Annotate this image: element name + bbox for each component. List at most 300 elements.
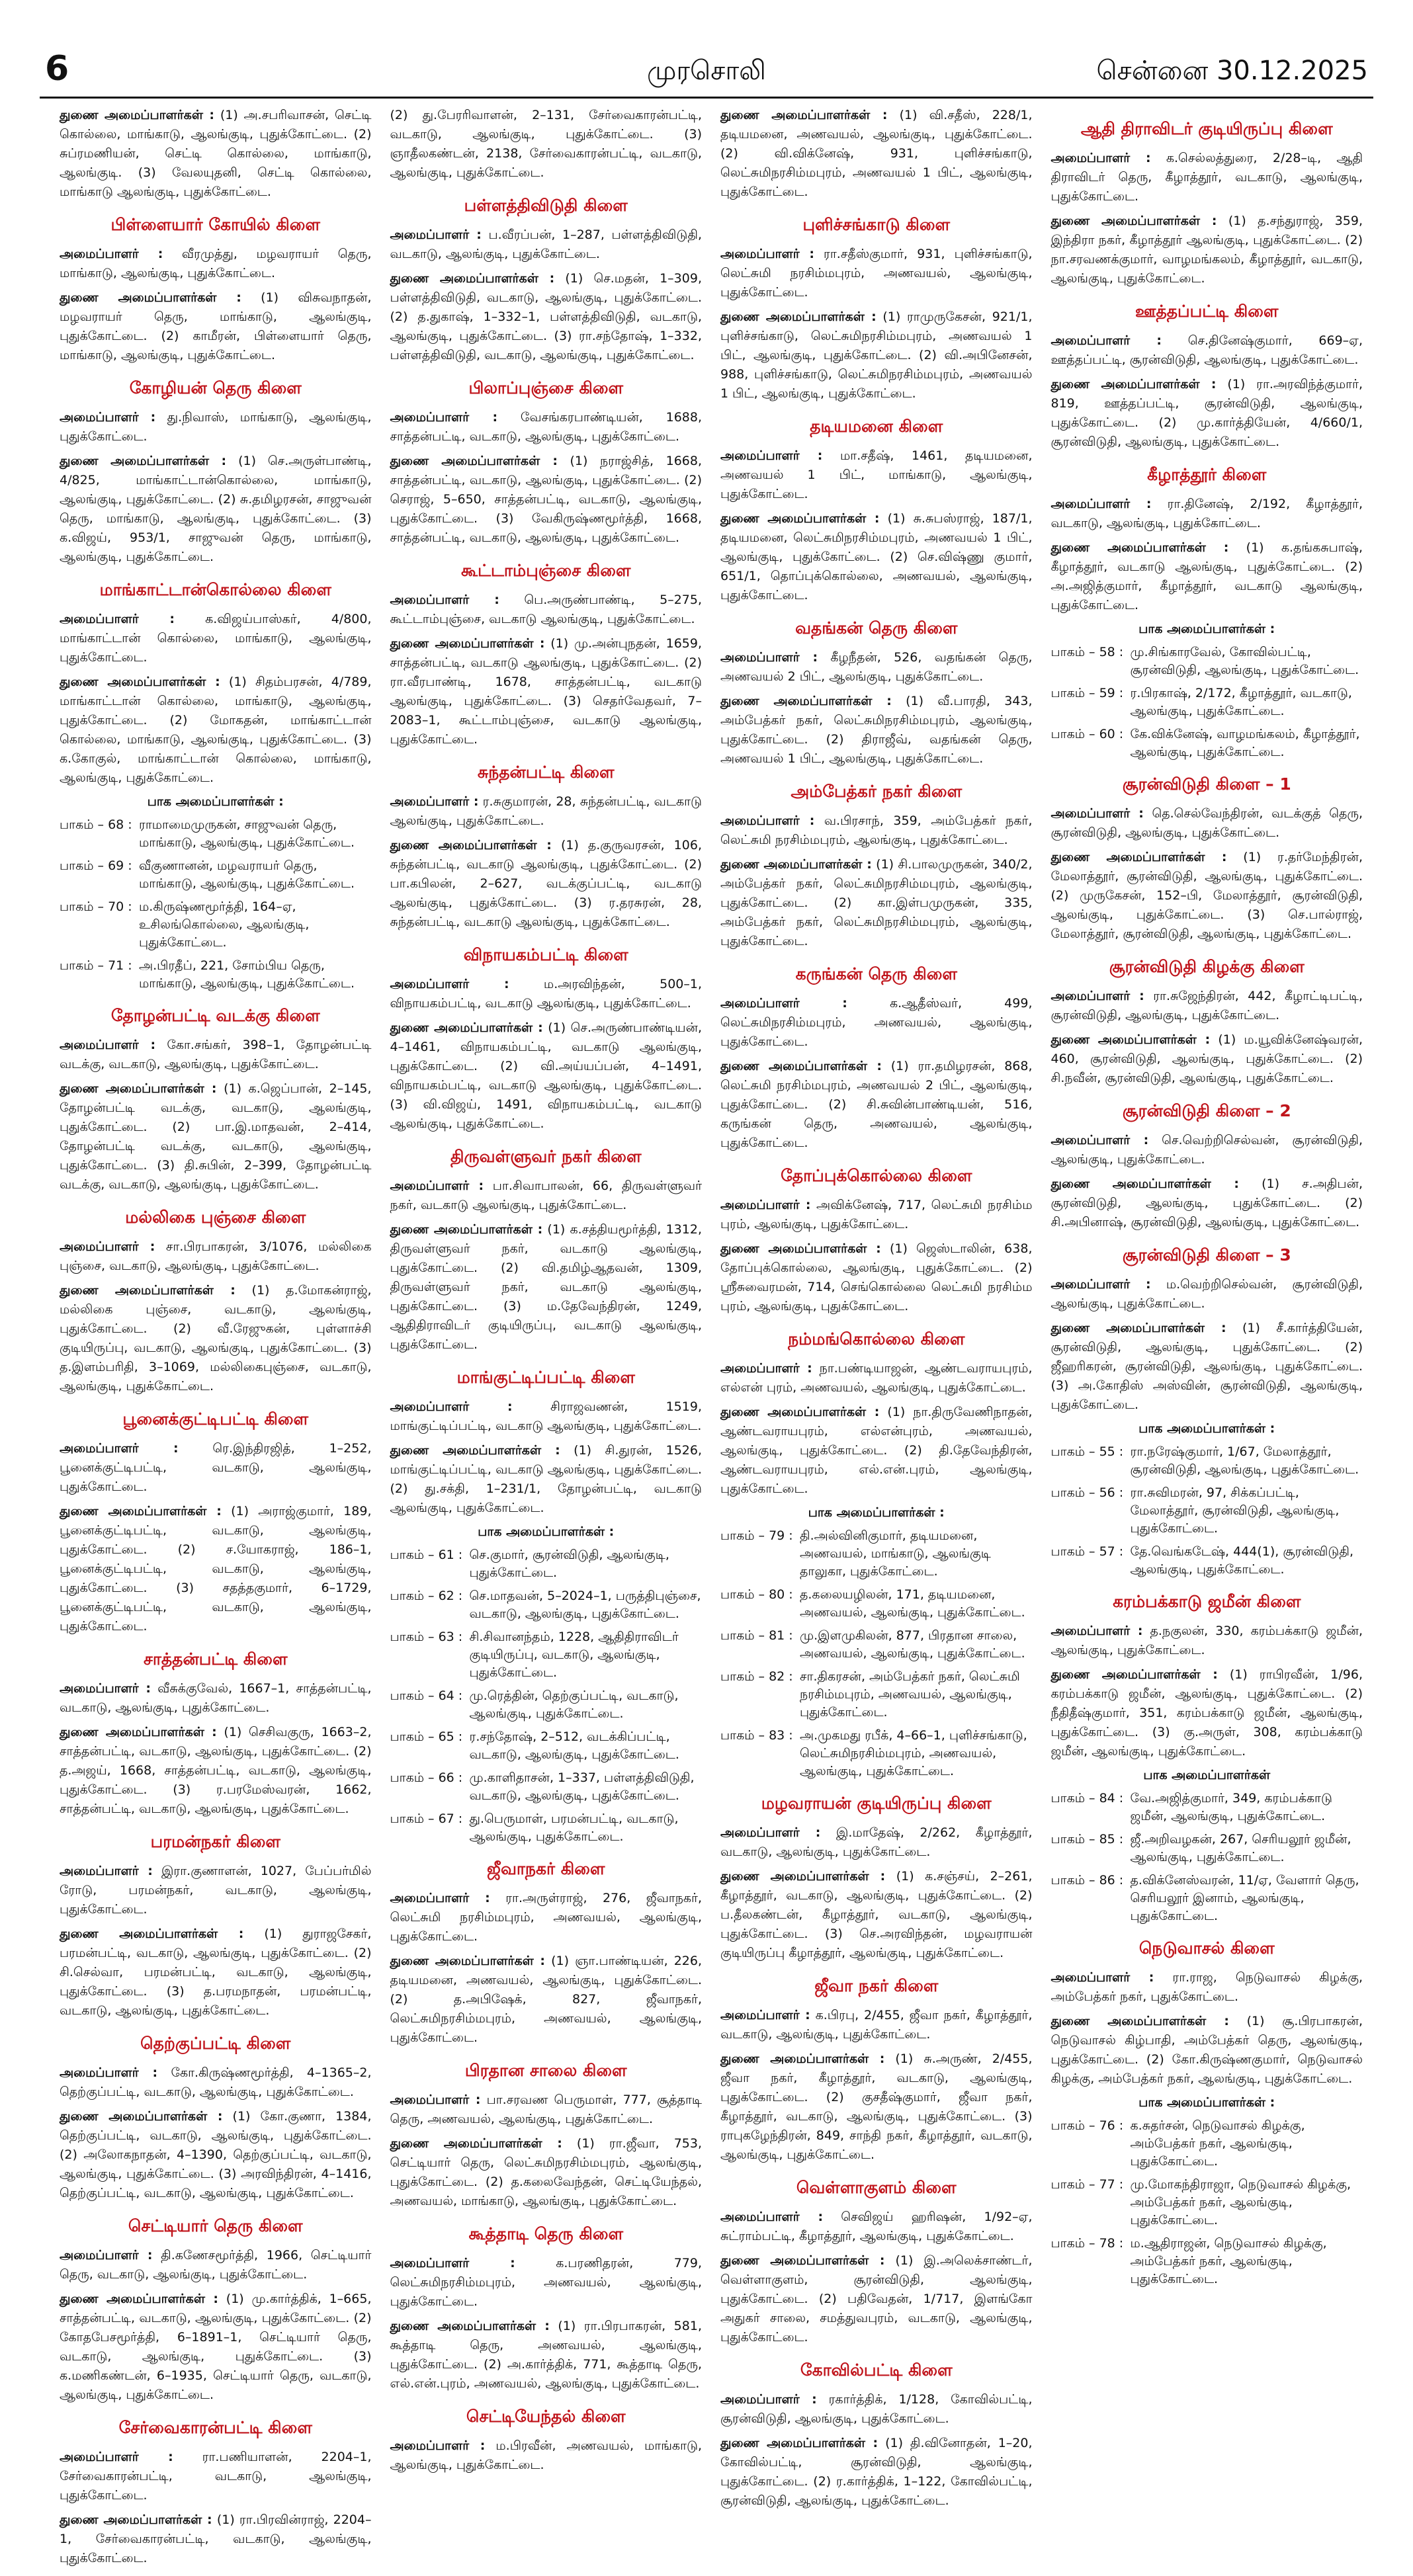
role-label: அமைப்பாளர் : (1050, 1133, 1149, 1147)
branch-heading: பள்ளத்திவிடுதி கிளை (464, 196, 628, 215)
member-details: ரா.அருள்ராஜ், 276, ஜீவாநகர், லெட்சுமி நரசிம்மபுரம், அணவயல், ஆலங்குடி, புதுக்கோட்டை. (390, 1891, 703, 1944)
member-details: (1) க.சத்தியமூர்த்தி, 1312, திருவள்ளுவர் நகர், வடகாடு ஆலங்குடி, புதுக்கோட்டை. (2) வி.தமிழ்ஆதவன், 1309, திருவள்ளுவர் நகர், வடகாடு ஆலங்குடி, புதுக்கோட்டை. (3) ம.தேவேந்திரன், 1249, ஆதிதிராவிடர் குடியிருப்பு, வடகாடு ஆலங்குடி, புதுக்கோட்டை. (390, 1222, 702, 1352)
part-entry (390, 1628, 703, 1682)
member-entry (60, 2107, 372, 2203)
part-number: பாகம் – 70 : (60, 899, 132, 914)
part-entry (390, 1769, 703, 1805)
edition-date: சென்னை 30.12.2025 (1096, 56, 1368, 86)
branch-heading: ஜீவா நகர் கிளை (814, 1976, 939, 1995)
role-label: துணை அமைப்பாளர்கள் : (60, 1725, 217, 1739)
role-label: அமைப்பாளர் : (1050, 806, 1144, 821)
member-details: இ.மாதேஷ், 2/262, கீழாத்தூர், வடகாடு, ஆலங்குடி, புதுக்கோட்டை. (720, 1825, 1033, 1859)
member-details: (1) நா.திருவேணிநாதன், ஆண்டவராயபுரம், எல்என்புரம், அணவயல், ஆலங்குடி, புதுக்கோட்டை. (2) தி.தேவேந்திரன், ஆண்டவராயபுரம், எல்.என்.புரம், ஆலங்குடி, புதுக்கோட்டை. (720, 1405, 1033, 1496)
member-details: (1) ரா.ஜீவா, 753, செட்டியார் தெரு, லெட்சுமிநரசிம்மபுரம், ஆலங்குடி, புதுக்கோட்டை. (2) த.கலைவேந்தன், செட்டியேந்தல், அணவயல், மாங்காடு, ஆலங்குடி, புதுக்கோட்டை. (390, 2136, 702, 2208)
role-label: துணை அமைப்பாளர்கள் : (60, 2109, 223, 2124)
member-entry (720, 692, 1033, 769)
member-details: ம.அரவிந்தன், 500–1, விநாயகம்பட்டி, வடகாடு ஆலங்குடி, புதுக்கோட்டை. (390, 977, 703, 1011)
member-entry (60, 245, 372, 283)
member-details: (1) ரா.பிரவின்ராஜ், 2204–1, சேர்வைகாரன்பட்டி, வடகாடு, ஆலங்குடி, புதுக்கோட்டை. (60, 2513, 372, 2565)
member-entry (390, 1177, 703, 1215)
part-entry (720, 1586, 1033, 1622)
role-label: அமைப்பாளர் : (390, 593, 499, 607)
branch-section (720, 964, 1033, 1153)
member-entry (1051, 1275, 1363, 1313)
member-details: ம.பிரவீன், அணவயல், மாங்காடு, ஆலங்குடி, புதுக்கோட்டை. (390, 2438, 703, 2472)
member-details: (1) துராஜசேகர், பரமன்பட்டி, வடகாடு, ஆலங்குடி, புதுக்கோட்டை. (2) சி.செல்வா, பரமன்பட்டி, வடகாடு, ஆலங்குடி, புதுக்கோட்டை. (3) த.பரமநாதன், பரமன்பட்டி, வடகாடு, ஆலங்குடி, புதுக்கோட்டை. (60, 1927, 372, 2018)
member-details: பா.சரவண பெருமாள், 777, சூத்தாடி தெரு, அணவயல், ஆலங்குடி, புதுக்கோட்டை. (390, 2093, 702, 2126)
member-details: (1) தி.வினோதன், 1–20, கோவில்பட்டி, சூரன்விடுதி, ஆலங்குடி, புதுக்கோட்டை. (2) ர.கார்த்திக், 1–122, கோவில்பட்டி, சூரன்விடுதி, ஆலங்குடி, புதுக்கோட்டை. (720, 2436, 1033, 2508)
member-entry (60, 2246, 372, 2284)
member-details: க.பரணிதரன், 779, லெட்சுமிநரசிம்மபுரம், அணவயல், ஆலங்குடி, புதுக்கோட்டை. (390, 2256, 702, 2309)
role-label: அமைப்பாளர் : (1050, 1970, 1154, 1985)
part-number: பாகம் – 55 : (1050, 1444, 1124, 1459)
part-number: பாகம் – 67 : (390, 1811, 463, 1826)
role-label: அமைப்பாளர் : (720, 247, 814, 261)
branch-heading: தோப்புக்கொல்லை கிளை (781, 1166, 972, 1185)
role-label: அமைப்பாளர் : (60, 1681, 151, 1696)
role-label: துணை அமைப்பாளர்கள் : (720, 694, 892, 708)
branch-section (1051, 465, 1363, 761)
role-label: துணை அமைப்பாளர்கள் : (390, 271, 555, 286)
member-details: (1) ரா.அரவிந்த்குமார், 819, ஊத்தப்பட்டி, சூரன்விடுதி, ஆலங்குடி, புதுக்கோட்டை. (2) மு.கார்த்தியேன், 4/660/1, சூரன்விடுதி, ஆலங்குடி, புதுக்கோட்டை. (1050, 377, 1363, 449)
member-entry (720, 245, 1033, 302)
role-label: அமைப்பாளர் : (1050, 1277, 1151, 1292)
member-details: (1) ரா.பிரபாகரன், 581, கூத்தாடி தெரு, அணவயல், ஆலங்குடி, புதுக்கோட்டை. (2) அ.கார்த்திக், 771, கூத்தாடி தெரு, எல்.என்.புரம், அணவயல், ஆலங்குடி, புதுக்கோட்டை. (390, 2319, 702, 2391)
part-details: ஜீ.அறிவழகன், 267, செரியலூர் ஜமீன், ஆலங்குடி, புதுக்கோட்டை. (1130, 1832, 1351, 1864)
member-entry (60, 288, 372, 365)
branch-heading: நம்மங்கொல்லை கிளை (788, 1329, 965, 1349)
member-entry (390, 1220, 703, 1354)
member-details: அவிக்னேஷ், 717, லெட்சுமி நரசிம்ம புரம், ஆலங்குடி, புதுக்கோட்டை. (720, 1198, 1033, 1231)
part-number: பாகம் – 82 : (720, 1669, 793, 1684)
member-entry (60, 2290, 372, 2405)
part-organisers-heading: பாக அமைப்பாளர்கள் : (147, 794, 284, 809)
part-details: ம.கிருஷ்ணமூர்த்தி, 164–ஏ, உசிலங்கொல்லை, ஆலங்குடி, புதுக்கோட்டை. (139, 899, 310, 950)
part-number: பாகம் – 63 : (390, 1630, 463, 1644)
member-entry (720, 2050, 1033, 2165)
role-label: துணை அமைப்பாளர்கள் : (1050, 850, 1227, 864)
branch-section (390, 106, 703, 183)
part-details: மு.மோகந்திராஜா, நெடுவாசல் கிழக்கு, அம்பேத்கர் நகர், ஆலங்குடி, புதுக்கோட்டை. (1130, 2177, 1351, 2227)
role-label: துணை அமைப்பாளர்கள் : (720, 310, 877, 324)
part-entry (390, 1810, 703, 1846)
member-entry (390, 2436, 703, 2475)
member-details: (1) க.தங்கசுபாஷ், கீழாத்தூர், வடகாடு ஆலங்குடி, புதுக்கோட்டை. (2) அ.அஜித்குமார், கீழாத்தூர், வடகாடு ஆலங்குடி, புதுக்கோட்டை. (1050, 540, 1363, 612)
member-details: நா.பண்டியாஜன், ஆண்டவராயபுரம், எல்என் புரம், அணவயல், ஆலங்குடி, புதுக்கோட்டை. (720, 1361, 1033, 1395)
branch-section (390, 763, 703, 932)
branch-section (720, 1976, 1033, 2165)
role-label: துணை அமைப்பாளர்கள் : (720, 108, 888, 122)
part-details: ம.ஆதிராஜன், நெடுவாசல் கிழக்கு, அம்பேத்கர் நகர், ஆலங்குடி, புதுக்கோட்டை. (1130, 2236, 1327, 2286)
part-entry (1051, 1872, 1363, 1925)
role-label: துணை அமைப்பாளர்கள் : (720, 2052, 885, 2066)
branch-heading: திருவள்ளுவர் நகர் கிளை (450, 1147, 642, 1166)
member-details: (1) ச.அதிபன், சூரன்விடுதி, ஆலங்குடி, புதுக்கோட்டை. (2) சி.அபினாஷ், சூரன்விடுதி, ஆலங்குடி, புதுக்கோட்டை. (1050, 1177, 1363, 1229)
role-label: துணை அமைப்பாளர்கள் : (60, 2513, 212, 2527)
part-details: தி.அல்வினிகுமார், தடியமனை, அணவயல், மாங்காடு, ஆலங்குடி தாலுகா, புதுக்கோட்டை. (800, 1528, 991, 1579)
branch-section (60, 580, 372, 993)
member-entry (390, 1441, 703, 1518)
member-details: (1) வீ.பாரதி, 343, அம்பேத்கர் நகர், லெட்சுமிநரசிம்மபுரம், ஆலங்குடி, புதுக்கோட்டை. (2) திராஜீவ், வதங்கன் தெரு, அணவயல் 1 பிட், ஆலங்குடி, புதுக்கோட்டை. (720, 694, 1033, 766)
member-entry (60, 2511, 372, 2568)
branch-section (390, 1368, 703, 1846)
member-entry (720, 106, 1033, 202)
role-label: துணை அமைப்பாளர்கள் : (390, 2136, 562, 2151)
branch-heading: சூரன்விடுதி கிளை – 2 (1122, 1101, 1291, 1120)
branch-heading: புளிச்சங்காடு கிளை (802, 215, 951, 234)
member-details: (1) வி.சதீஸ், 228/1, தடியமனை, அணவயல், ஆலங்குடி, புதுக்கோட்டை. (2) வி.விக்னேஷ், 931, புளிச்சங்காடு, லெட்சுமிநரசிம்மபுரம், அணவயல் 1 பிட், ஆலங்குடி, புதுக்கோட்டை. (720, 108, 1033, 199)
member-entry (1051, 1665, 1363, 1761)
branch-section (1051, 1245, 1363, 1579)
part-details: மு.ரெத்தின், தெற்குப்பட்டி, வடகாடு, ஆலங்குடி, புதுக்கோட்டை. (469, 1688, 679, 1721)
role-label: அமைப்பாளர் : (60, 1038, 156, 1052)
branch-section (60, 378, 372, 567)
part-entry (390, 1687, 703, 1723)
member-details: ர.சுகுமாரன், 28, சுந்தன்பட்டி, வடகாடு ஆலங்குடி, புதுக்கோட்டை. (390, 794, 703, 828)
branch-heading: சுந்தன்பட்டி கிளை (477, 763, 615, 782)
member-details: மா.சதீஷ், 1461, தடியமனை, அணவயல் 1 பிட், மாங்காடு, ஆலங்குடி, புதுக்கோட்டை. (720, 448, 1033, 501)
member-entry (60, 1925, 372, 2020)
role-label: அமைப்பாளர் : (720, 448, 823, 463)
branch-heading: கரம்பக்காடு ஜமீன் கிளை (1113, 1592, 1301, 1611)
part-entry (1051, 1831, 1363, 1866)
role-label: அமைப்பாளர் : (60, 2450, 173, 2464)
part-number: பாகம் – 64 : (390, 1688, 463, 1703)
part-number: பாகம் – 58 : (1050, 645, 1124, 659)
role-label: அமைப்பாளர் : (390, 1891, 490, 1905)
part-details: செ.மாதவன், 5–2024–1, பருத்திபுஞ்சை, வடகாடு, ஆலங்குடி, புதுக்கோட்டை. (469, 1589, 701, 1621)
part-details: செ.குமார், சூரன்விடுதி, ஆலங்குடி, புதுக்கோட்டை. (469, 1548, 669, 1580)
member-details: (1) சூ.பிரபாகரன், நெடுவாசல் கிழ்பாதி, அம்பேத்கர் தெரு, ஆலங்குடி, புதுக்கோட்டை. (2) கோ.கிருஷ்ணகுமார், நெடுவாசல் கிழக்கு, அம்பேத்கர் நகர், ஆலங்குடி, புதுக்கோட்டை. (1050, 2014, 1363, 2086)
role-label: அமைப்பாளர் : (1050, 333, 1162, 348)
part-number: பாகம் – 81 : (720, 1628, 793, 1643)
member-entry (720, 1239, 1033, 1316)
member-details: சிராஜவணன், 1519, மாங்குட்டிப்பட்டி, வடகாடு ஆலங்குடி, புதுக்கோட்டை. (390, 1399, 702, 1433)
part-number: பாகம் – 80 : (720, 1587, 793, 1602)
role-label: துணை அமைப்பாளர்கள் : (60, 2292, 218, 2306)
member-details: செ.வெற்றிசெல்வன், சூரன்விடுதி, ஆலங்குடி, புதுக்கோட்டை. (1050, 1133, 1363, 1167)
member-entry (1051, 1030, 1363, 1088)
member-entry (720, 1057, 1033, 1153)
branch-heading: நெடுவாசல் கிளை (1138, 1938, 1275, 1958)
branch-section (60, 1208, 372, 1396)
member-entry (60, 1079, 372, 1194)
branch-heading: சூரன்விடுதி கிளை – 1 (1122, 774, 1291, 794)
member-entry (60, 673, 372, 788)
role-label: துணை அமைப்பாளர்கள் : (1050, 1032, 1211, 1047)
branch-section (60, 215, 372, 365)
branch-heading: பிள்ளையார் கோயில் கிளை (110, 215, 320, 234)
role-label: துணை அமைப்பாளர்கள் : (390, 636, 545, 651)
role-label: துணை அமைப்பாளர்கள் : (720, 2436, 878, 2450)
member-entry (1051, 495, 1363, 533)
branch-section (720, 782, 1033, 951)
branch-section (720, 417, 1033, 605)
role-label: துணை அமைப்பாளர்கள் : (60, 108, 214, 122)
member-details: ரா.ராஜ, நெடுவாசல் கிழக்கு, அம்பேத்கர் நகர், புதுக்கோட்டை. (1050, 1970, 1363, 2004)
role-label: துணை அமைப்பாளர்கள் : (390, 1020, 543, 1035)
branch-section (390, 2224, 703, 2393)
column-2 (390, 106, 703, 2576)
part-entry (390, 1728, 703, 1764)
part-entry (1051, 1484, 1363, 1538)
member-entry (390, 591, 703, 629)
role-label: துணை அமைப்பாளர்கள் : (60, 454, 227, 468)
member-entry (720, 2006, 1033, 2044)
member-entry (390, 792, 703, 831)
part-entry (1051, 726, 1363, 761)
role-label: துணை அமைப்பாளர்கள் : (390, 838, 552, 852)
part-organisers-heading: பாக அமைப்பாளர்கள் : (808, 1505, 945, 1520)
part-entry (720, 1627, 1033, 1663)
role-label: துணை அமைப்பாளர்கள் : (1050, 2014, 1230, 2028)
role-label: அமைப்பாளர் : (390, 410, 498, 425)
role-label: அமைப்பாளர் : (1050, 989, 1144, 1003)
branch-heading: தடியமனை கிளை (810, 417, 943, 436)
member-entry (720, 2390, 1033, 2429)
role-label: துணை அமைப்பாளர்கள் : (720, 1405, 880, 1419)
branch-section (720, 2360, 1033, 2511)
part-number: பாகம் – 83 : (720, 1728, 793, 1743)
role-label: துணை அமைப்பாளர்கள் : (390, 1954, 546, 1968)
member-details: பெ.அருண்பாண்டி, 5–275, கூட்டாம்புஞ்சை, வடகாடு ஆலங்குடி, புதுக்கோட்டை. (390, 593, 703, 626)
part-number: பாகம் – 68 : (60, 817, 132, 832)
member-entry (60, 452, 372, 567)
branch-section (60, 1006, 372, 1194)
branch-heading: ஆதி திராவிடர் குடியிருப்பு கிளை (1080, 119, 1333, 138)
member-entry (60, 2448, 372, 2505)
branch-heading: கோழியன் தெரு கிளை (129, 378, 302, 397)
part-number: பாகம் – 77 : (1050, 2177, 1124, 2192)
branch-heading: மழவராயன் குடியிருப்பு கிளை (761, 1794, 992, 1813)
member-entry (720, 1867, 1033, 1963)
part-details: அ.முகமது ரபீக், 4–66–1, புளிச்சங்காடு, லெட்சுமிநரசிம்மபுரம், அணவயல், ஆலங்குடி, புதுக்கோட்டை. (800, 1728, 1027, 1778)
branch-section (720, 618, 1033, 769)
member-details: (1) ரா.தமிழரசன், 868, லெட்சுமி நரசிம்மபுரம், அணவயல் 2 பிட், ஆலங்குடி, புதுக்கோட்டை. (2) சி.சுவின்பாண்டியன், 516, கருங்கன் தெரு, அணவயல், ஆலங்குடி, புதுக்கோட்டை. (720, 1059, 1033, 1150)
role-label: அமைப்பாளர் : (720, 2008, 810, 2022)
member-details: தி.கணேசமூர்த்தி, 1966, செட்டியார் தெரு, வடகாடு, ஆலங்குடி, புதுக்கோட்டை. (60, 2248, 372, 2282)
part-organisers-heading: பாக அமைப்பாளர்கள் : (1138, 2095, 1275, 2110)
role-label: அமைப்பாளர் : (390, 977, 509, 991)
member-details: (1) த.குருவரசன், 106, சுந்தன்பட்டி, வடகாடு ஆலங்குடி, புதுக்கோட்டை. (2) பா.கபிலன், 2–627, வடக்குப்பட்டி, வடகாடு ஆலங்குடி, புதுக்கோட்டை. (3) ர.தரசுரன், 28, சுந்தன்பட்டி, வடகாடு ஆலங்குடி, புதுக்கோட்டை. (390, 838, 702, 929)
role-label: துணை அமைப்பாளர்கள் : (1050, 1177, 1240, 1191)
branch-heading: கூத்தாடி தெரு கிளை (468, 2224, 624, 2243)
part-entry (1051, 644, 1363, 679)
member-entry (60, 1237, 372, 1276)
member-details: (1) சி.பாலமுருகன், 340/2, அம்பேத்கர் நகர், லெட்சுமிநரசிம்மபுரம், ஆலங்குடி, புதுக்கோட்டை. (2) கா.இள்பமுருகன், 335, அம்பேத்கர் நகர், லெட்சுமிநரசிம்மபுரம், ஆலங்குடி, புதுக்கோட்டை. (720, 857, 1033, 948)
role-label: அமைப்பாளர் : (390, 2093, 481, 2107)
branch-section (720, 1166, 1033, 1316)
member-details: ரா.பணியாளன், 2204–1, சேர்வைகாரன்பட்டி, வடகாடு, ஆலங்குடி, புதுக்கோட்டை. (60, 2450, 372, 2503)
member-entry (390, 2091, 703, 2129)
part-entry (1051, 2176, 1363, 2229)
part-details: ர.பிரகாஷ், 2/172, கீழாத்தூர், வடகாடு, ஆலங்குடி, புதுக்கோட்டை. (1130, 686, 1352, 718)
role-label: துணை அமைப்பாளர்கள் : (60, 1504, 222, 1518)
part-details: மு.காளிதாசன், 1–337, பள்ளத்திவிடுதி, வடகாடு, ஆலங்குடி, புதுக்கோட்டை. (469, 1770, 695, 1803)
member-entry (60, 408, 372, 446)
member-entry (720, 1403, 1033, 1499)
role-label: துணை அமைப்பாளர்கள் : (1050, 1321, 1226, 1335)
branch-heading: செட்டியார் தெரு கிளை (128, 2216, 303, 2235)
branch-heading: மாங்காட்டான்கொல்லை கிளை (99, 580, 331, 599)
branch-section (60, 1832, 372, 2020)
member-details: சா.பிரபாகரன், 3/1076, மல்லிகை புஞ்சை, வடகாடு, ஆலங்குடி, புதுக்கோட்டை. (60, 1239, 372, 1273)
member-details: (1) செ.மதன், 1–309, பள்ளத்திவிடுதி, வடகாடு, ஆலங்குடி, புதுக்கோட்டை. (2) த.துகாஷ், 1–332–1, பள்ளத்திவிடுதி, வடகாடு, ஆலங்குடி, புதுக்கோட்டை. (3) ரா.சந்தோஷ், 1–332, பள்ளத்திவிடுதி, வடகாடு, ஆலங்குடி, புதுக்கோட்டை. (390, 271, 702, 362)
member-details: (1) அராஜ்குமார், 189, பூனைக்குட்டிபட்டி, வடகாடு, ஆலங்குடி, புதுக்கோட்டை. (2) ச.யோகராஜ், 186–1, பூனைக்குட்டிபட்டி, வடகாடு, ஆலங்குடி, புதுக்கோட்டை. (3) சதத்தகுமார், 6–1729, பூனைக்குட்டிபட்டி, வடகாடு, ஆலங்குடி, புதுக்கோட்டை. (60, 1504, 372, 1634)
member-details: (1) செ.அருண்பாண்டியன், 4–1461, விநாயகம்பட்டி, வடகாடு ஆலங்குடி, புதுக்கோட்டை. (2) வி.அய்யப்பன், 4–1491, விநாயகம்பட்டி, வடகாடு ஆலங்குடி, புதுக்கோட்டை. (3) வி.விஜய், 1491, விநாயகம்பட்டி, வடகாடு ஆலங்குடி, புதுக்கோட்டை. (390, 1020, 702, 1131)
member-details: செவிஜய் ஹரிஷன், 1/92–ஏ, சுட்ராம்பட்டி, கீழாத்தூர், ஆலங்குடி, புதுக்கோட்டை. (720, 2210, 1033, 2243)
role-label: அமைப்பாளர் : (720, 2392, 817, 2407)
branch-section (60, 2418, 372, 2568)
branch-heading: மாங்குட்டிப்பட்டி கிளை (456, 1368, 635, 1387)
member-entry (1051, 2012, 1363, 2089)
member-details: (1) மு.அன்புநதன், 1659, சாத்தன்பட்டி, வடகாடு ஆலங்குடி, புதுக்கோட்டை. (2) ரா.வீரபாண்டி, 1678, சாத்தன்பட்டி, வடகாடு ஆலங்குடி, புதுக்கோட்டை. (3) செதர்வேதவர், 7–2083–1, கூட்டாம்புஞ்சை, வடகாடு ஆலங்குடி, புதுக்கோட்டை. (390, 636, 703, 747)
role-label: துணை அமைப்பாளர்கள் : (1050, 377, 1217, 392)
member-entry (1051, 1968, 1363, 2007)
branch-section (390, 378, 703, 548)
member-details: து.நிவாஸ், மாங்காடு, ஆலங்குடி, புதுக்கோட்டை. (60, 410, 372, 444)
branch-section (1051, 957, 1363, 1088)
part-entry (720, 1668, 1033, 1722)
part-number: பாகம் – 76 : (1050, 2118, 1124, 2133)
member-entry (720, 1823, 1033, 1862)
branch-section (390, 561, 703, 749)
role-label: துணை அமைப்பாளர்கள் : (390, 2319, 550, 2333)
branch-heading: மல்லிகை புஞ்சை கிளை (125, 1208, 306, 1227)
part-number: பாகம் – 60 : (1050, 727, 1124, 741)
branch-heading: பரமன்நகர் கிளை (150, 1832, 280, 1851)
member-details: (1) ராபிரவீன், 1/96, கரம்பக்காடு ஜமீன், ஆலங்குடி, புதுக்கோட்டை. (2) நீதிதீஷ்குமார், 351, கரம்பக்காடு ஜமீன், ஆலங்குடி, புதுக்கோட்டை. (3) கு.அருள், 308, கரம்பக்காடு ஜமீன், ஆலங்குடி, புதுக்கோட்டை. (1050, 1667, 1363, 1759)
role-label: அமைப்பாளர் : (390, 2438, 486, 2453)
member-details: கோ.சங்கர், 398–1, தோழன்பட்டி வடக்கு, வடகாடு, ஆலங்குடி, புதுக்கோட்டை. (60, 1038, 372, 1071)
branch-heading: கருங்கன் தெரு கிளை (795, 964, 957, 983)
member-details: (1) அ.சபரிவாசன், செட்டி கொல்லை, மாங்காடு, ஆலங்குடி, புதுக்கோட்டை. (2) சுப்ரமணியன், செட்டி கொல்லை, மாங்காடு, ஆலங்குடி. (3) வேலயுதனி, செட்டி கொல்லை, மாங்காடு ஆலங்குடி, புதுக்கோட்டை. (60, 108, 372, 199)
part-entry (390, 1587, 703, 1623)
member-entry (390, 2254, 703, 2311)
branch-heading: வெள்ளாகுளம் கிளை (796, 2178, 957, 2197)
part-details: ரா.நரேஷ்குமார், 1/67, மேலாத்தூர், சூரன்விடுதி, ஆலங்குடி, புதுக்கோட்டை. (1130, 1444, 1359, 1477)
role-label: அமைப்பாளர் : (60, 1864, 153, 1878)
member-details: வேசங்கரபாண்டியன், 1688, சாத்தன்பட்டி, வடகாடு, ஆலங்குடி, புதுக்கோட்டை. (390, 410, 703, 444)
member-details: (1) ராமுருகேசன், 921/1, புளிச்சங்காடு, லெட்சுமிநரசிம்மபுரம், அணவயல் 1 பிட், ஆலங்குடி, புதுக்கோட்டை. (2) வி.அபினேசன், 988, புளிச்சங்காடு, லெட்சுமிநரசிம்மபுரம், அணவயல் 1 பிட், ஆலங்குடி, புதுக்கோட்டை. (720, 310, 1033, 401)
role-label: அமைப்பாளர் : (60, 2248, 153, 2263)
role-label: அமைப்பாளர் : (60, 2065, 158, 2080)
branch-heading: தெற்குப்பட்டி கிளை (140, 2034, 291, 2053)
member-entry (720, 1359, 1033, 1397)
role-label: அமைப்பாளர் : (720, 650, 818, 665)
member-details: க.செல்லத்துரை, 2/28–டி, ஆதி திராவிடர் தெரு, கீழாத்தூர், வடகாடு, ஆலங்குடி, புதுக்கோட்டை. (1050, 151, 1363, 204)
member-details: (1) ர.தர்மேந்திரன், மேலாத்தூர், சூரன்விடுதி, ஆலங்குடி, புதுக்கோட்டை. (2) முருகேசன், 152–பி, மேலாத்தூர், சூரன்விடுதி, ஆலங்குடி, புதுக்கோட்டை. (3) செ.பால்ராஜ், மேலாத்தூர், சூரன்விடுதி, ஆலங்குடி, புதுக்கோட்டை. (1050, 850, 1363, 941)
branch-heading: சூரன்விடுதி கிளை – 3 (1122, 1245, 1291, 1265)
member-details: (1) சி.துரன், 1526, மாங்குட்டிப்பட்டி, வடகாடு ஆலங்குடி, புதுக்கோட்டை. (2) து.சக்தி, 1–231/1, தோழன்பட்டி, வடகாடு ஆலங்குடி, புதுக்கோட்டை. (390, 1443, 703, 1515)
member-entry (1051, 848, 1363, 944)
part-entry (1051, 2117, 1363, 2171)
part-entry (60, 898, 372, 952)
part-number: பாகம் – 59 : (1050, 686, 1124, 700)
branch-heading: ஜீவாநகர் கிளை (487, 1859, 605, 1878)
role-label: துணை அமைப்பாளர்கள் : (60, 1081, 217, 1096)
member-entry (1051, 212, 1363, 288)
part-number: பாகம் – 79 : (720, 1528, 793, 1543)
role-label: துணை அமைப்பாளர்கள் : (390, 454, 558, 468)
branch-heading: தோழன்பட்டி வடக்கு கிளை (110, 1006, 320, 1025)
member-details: (1) கோ.குணா, 1384, தெற்குப்பட்டி, வடகாடு, ஆலங்குடி, புதுக்கோட்டை. (2) அலோகநாதன், 4–1390, தெற்குப்பட்டி, வடகாடு, ஆலங்குடி, புதுக்கோட்டை. (3) அரவிந்திரன், 4–1416, தெற்குப்பட்டி, வடகாடு, ஆலங்குடி, புதுக்கோட்டை. (60, 2109, 372, 2200)
member-details: ரா.சதீஸ்குமார், 931, புளிச்சங்காடு, லெட்சுமி நரசிம்மபுரம், அணவயல், ஆலங்குடி, புதுக்கோட்டை. (720, 247, 1033, 300)
role-label: துணை அமைப்பாளர்கள் : (720, 1869, 886, 1884)
role-label: துணை அமைப்பாளர்கள் : (60, 1927, 244, 1941)
part-details: து.பெருமாள், பரமன்பட்டி, வடகாடு, ஆலங்குடி, புதுக்கோட்டை. (469, 1811, 679, 1844)
branch-section (60, 106, 372, 202)
part-details: த.விக்னேஸ்வரன், 11/ஏ, வேளார் தெரு, செரியலூர் இனாம், ஆலங்குடி, புதுக்கோட்டை. (1130, 1873, 1359, 1923)
member-entry (60, 1281, 372, 1396)
member-entry (1051, 375, 1363, 452)
branch-heading: கூட்டாம்புஞ்சை கிளை (461, 561, 631, 580)
member-entry (60, 1439, 372, 1497)
part-details: கே.விக்னேஷ், வாழமங்கலம், கீழாத்தூர், ஆலங்குடி, புதுக்கோட்டை. (1130, 727, 1360, 759)
part-details: க.சுதர்சன், நெடுவாசல் கிழக்கு, அம்பேத்கர் நகர், ஆலங்குடி, புதுக்கோட்டை. (1130, 2118, 1305, 2169)
part-entry (60, 816, 372, 852)
member-details: கீழநீதன், 526, வதங்கன் தெரு, அணவயல் 2 பிட், ஆலங்குடி, புதுக்கோட்டை. (720, 650, 1033, 684)
part-organisers-heading: பாக அமைப்பாளர்கள் : (478, 1524, 615, 1539)
member-entry (1051, 1131, 1363, 1169)
member-details: பா.சிவாபாலன், 66, திருவள்ளுவர் நகர், வடகாடு ஆலங்குடி, புதுக்கோட்டை. (390, 1179, 702, 1212)
role-label: அமைப்பாளர் : (60, 612, 175, 626)
branch-section (390, 945, 703, 1134)
role-label: அமைப்பாளர் : (720, 1198, 811, 1212)
member-details: (1) சு.சுபஸ்ராஜ், 187/1, தடியமனை, லெட்சுமிநரசிம்மபுரம், அணவயல் 1 பிட், ஆலங்குடி, புதுக்கோட்டை. (2) செ.விஷ்ணு குமார், 651/1, தொப்புக்கொல்லை, அணவயல், ஆலங்குடி, புதுக்கோட்டை. (720, 511, 1033, 602)
branch-section (720, 1329, 1033, 1780)
member-details: ம.வெற்றிசெல்வன், சூரன்விடுதி, ஆலங்குடி, புதுக்கோட்டை. (1050, 1277, 1363, 1311)
part-details: அ.பிரதீப், 221, சோம்பிய தெரு, மாங்காடு, ஆலங்குடி, புதுக்கோட்டை. (139, 958, 355, 991)
part-details: ரா.சுவிமரன், 97, சிக்கப்பட்டி, மேலாத்தூர், சூரன்விடுதி, ஆலங்குடி, புதுக்கோட்டை. (1130, 1485, 1340, 1536)
member-details: கோ.கிருஷ்ணமூர்த்தி, 4–1365–2, தெற்குப்பட்டி, வடகாடு, ஆலங்குடி, புதுக்கோட்டை. (60, 2065, 372, 2099)
part-details: வே.அஜித்குமார், 349, கரம்பக்காடு ஜமீன், ஆலங்குடி, புதுக்கோட்டை. (1130, 1791, 1332, 1823)
role-label: அமைப்பாளர் : (1050, 497, 1152, 511)
member-entry (1051, 538, 1363, 615)
branch-heading: அம்பேத்கர் நகர் கிளை (791, 782, 963, 801)
role-label: துணை அமைப்பாளர்கள் : (720, 1241, 881, 1256)
member-entry (720, 446, 1033, 504)
member-details: க.பிரபு, 2/455, ஜீவா நகர், கீழாத்தூர், வடகாடு, ஆலங்குடி, புதுக்கோட்டை. (720, 2008, 1033, 2042)
member-entry (1051, 1175, 1363, 1232)
branch-section (720, 106, 1033, 202)
member-details: வ.பிரசாந், 359, அம்பேத்கர் நகர், லெட்சுமி நரசிம்மபுரம், ஆலங்குடி, புதுக்கோட்டை. (720, 813, 1033, 847)
role-label: துணை அமைப்பாளர்கள் : (1050, 540, 1229, 555)
part-entry (1051, 2235, 1363, 2288)
role-label: அமைப்பாளர் : (390, 2256, 515, 2270)
masthead (40, 17, 1373, 99)
member-entry (60, 1679, 372, 1718)
member-entry (60, 1502, 372, 1636)
member-entry (60, 106, 372, 202)
role-label: துணை அமைப்பாளர்கள் : (1050, 1667, 1218, 1682)
article-columns (60, 106, 1363, 2565)
role-label: துணை அமைப்பாளர்கள் : (390, 1222, 543, 1237)
role-label: அமைப்பாளர் : (1050, 1624, 1143, 1638)
part-entry (60, 957, 372, 993)
role-label: அமைப்பாளர் : (720, 1825, 821, 1840)
member-entry (390, 408, 703, 446)
part-number: பாகம் – 66 : (390, 1770, 463, 1785)
member-entry (390, 1018, 703, 1134)
part-number: பாகம் – 69 : (60, 858, 132, 873)
branch-section (1051, 119, 1363, 288)
part-entry (390, 1546, 703, 1582)
member-details: (1) ஞா.பாண்டியன், 226, தடியமனை, அணவயல், ஆலங்குடி, புதுக்கோட்டை. (2) த.அபிஷேக், 827, ஜீவாநகர், லெட்சுமிநரசிம்மபுரம், அணவயல், ஆலங்குடி, புதுக்கோட்டை. (390, 1954, 702, 2045)
branch-section (1051, 1592, 1363, 1925)
member-details: ப.வீரப்பன், 1–287, பள்ளத்திவிடுதி, வடகாடு, ஆலங்குடி, புதுக்கோட்டை. (390, 228, 702, 261)
member-details: (1) ம.யூவிக்னேஷ்வரன், 460, சூரன்விடுதி, ஆலங்குடி, புதுக்கோட்டை. (2) சி.நவீன், சூரன்விடுதி, ஆலங்குடி, புதுக்கோட்டை. (1050, 1032, 1363, 1085)
